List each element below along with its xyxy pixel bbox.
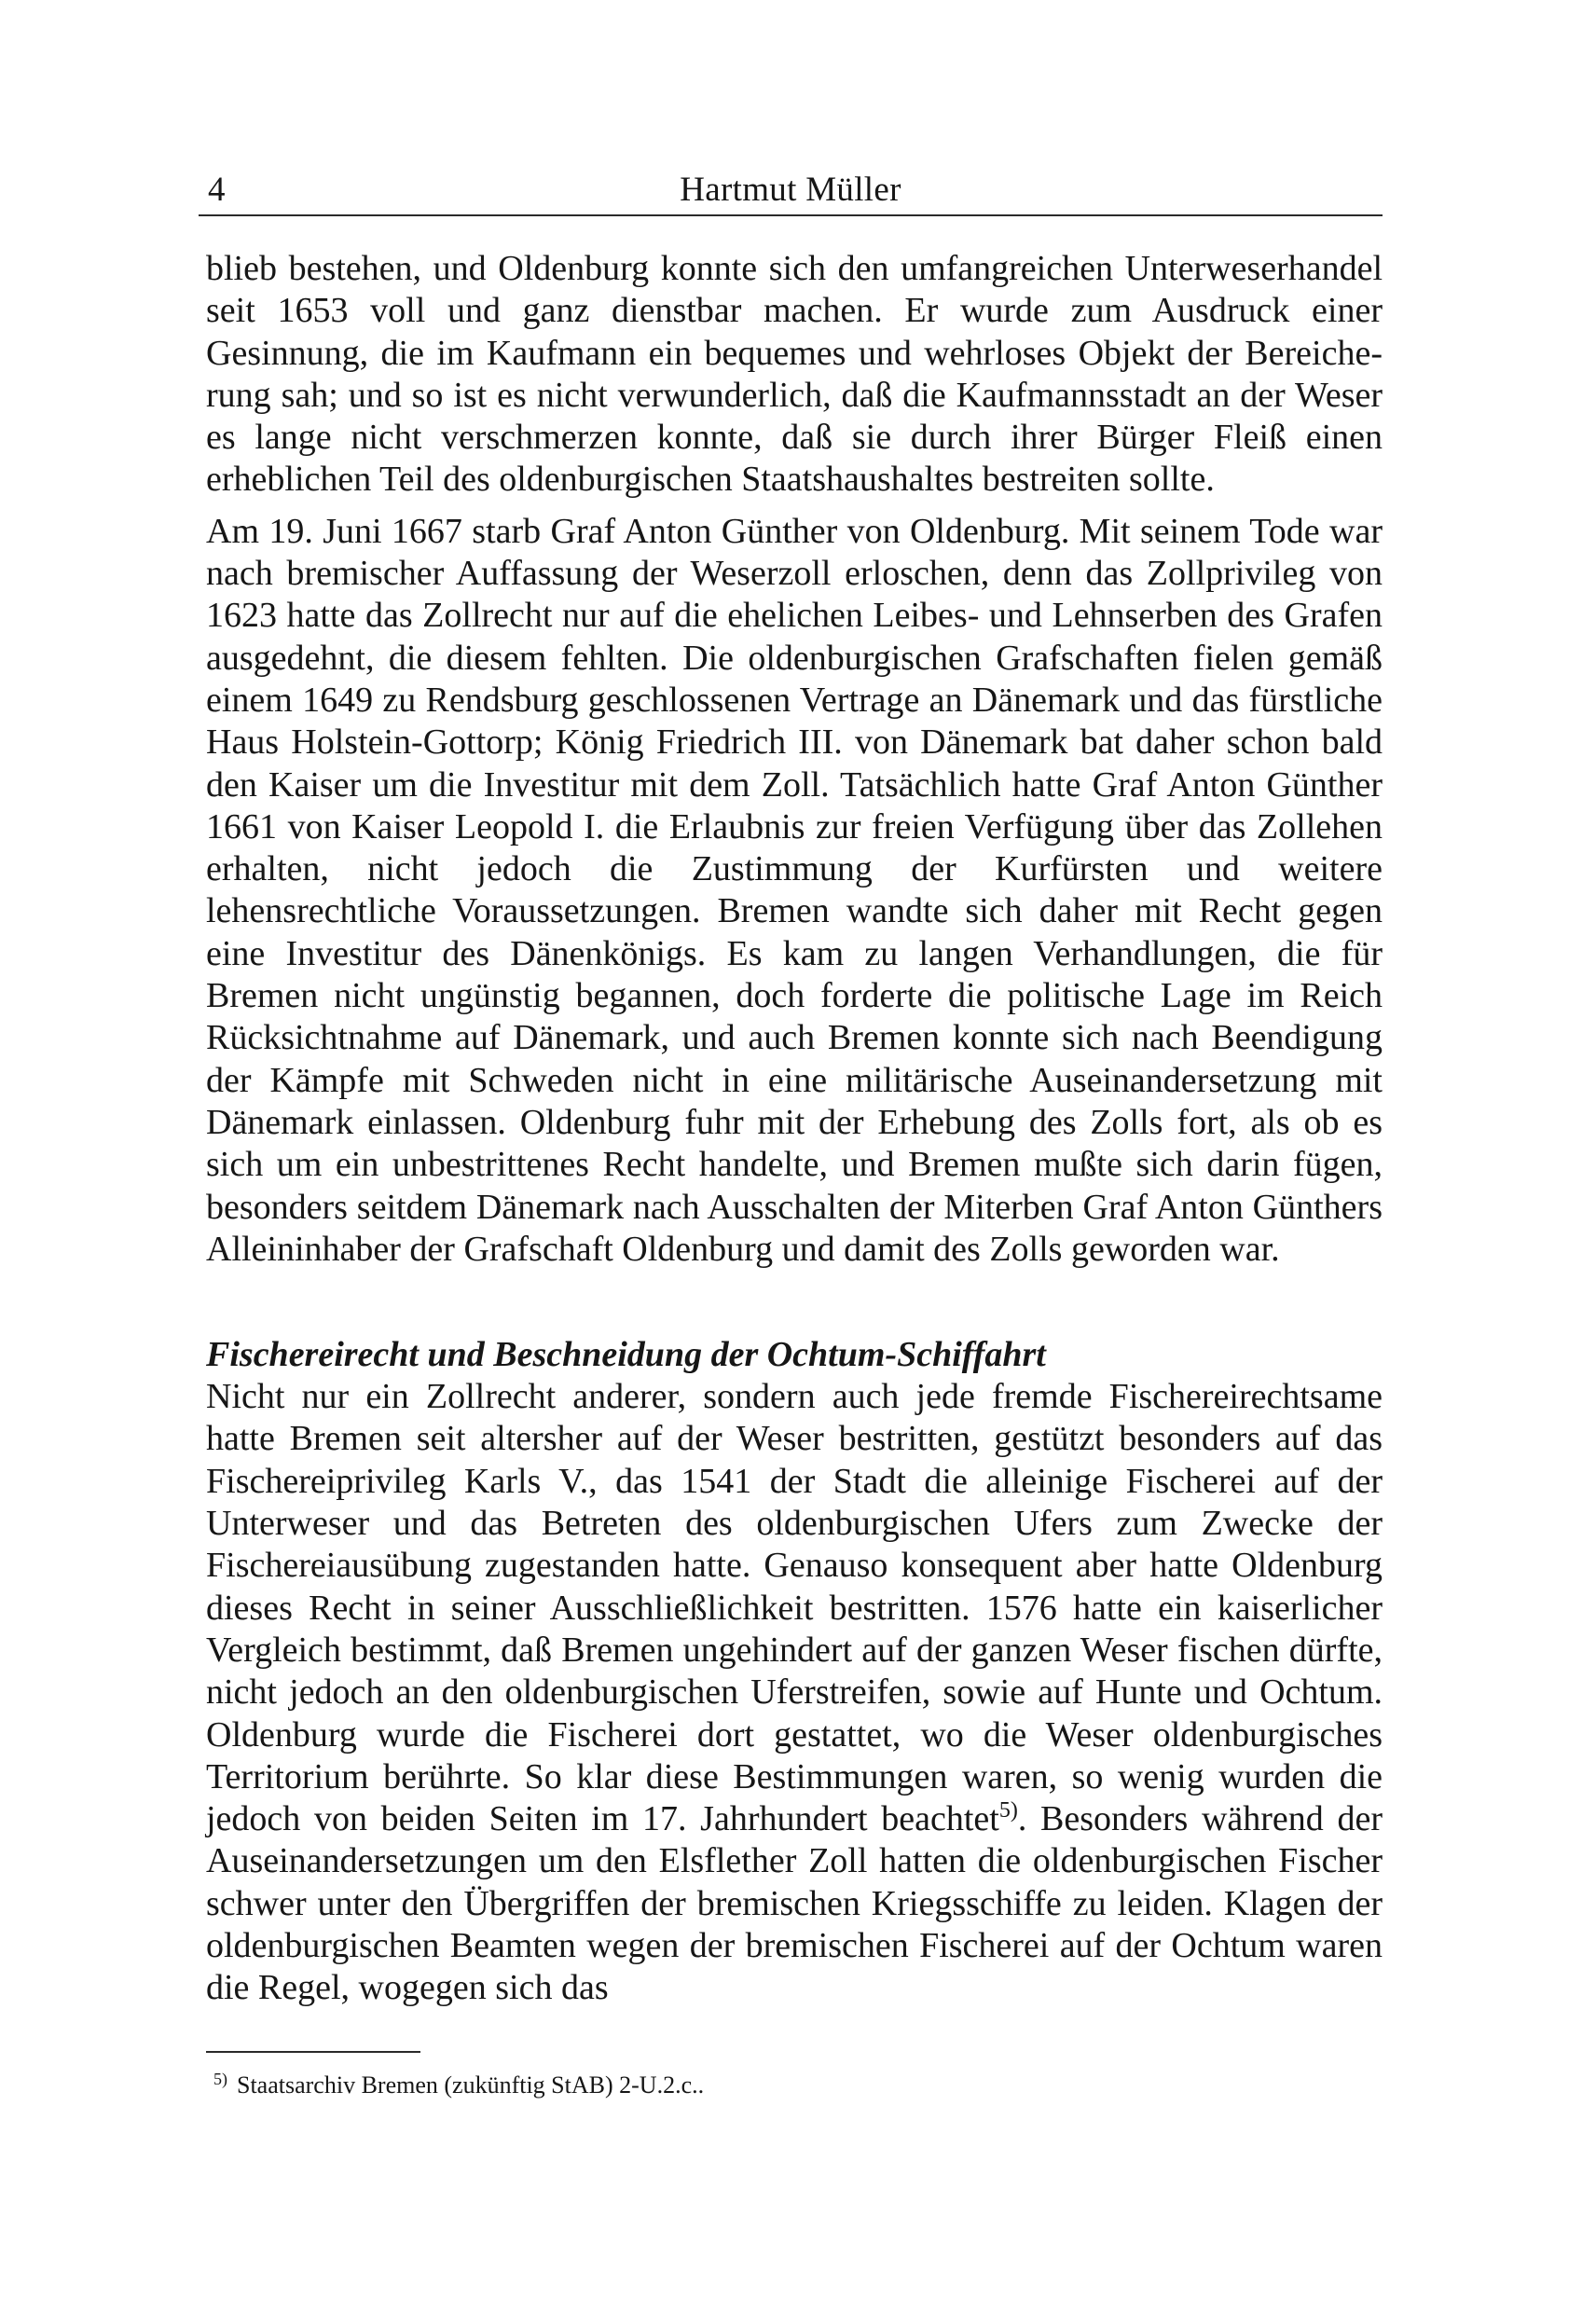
- footnote-text: Staatsarchiv Bremen (zukünftig StAB) 2-U.2.c..: [237, 2071, 705, 2099]
- footnote-rule: [206, 2051, 420, 2053]
- footnote: [213, 2069, 1332, 2102]
- page-number: 4: [208, 171, 226, 209]
- running-head-author: Hartmut Müller: [680, 171, 901, 209]
- section-heading: Fischereirecht und Beschneidung der Ochtum-Schiffahrt: [206, 1335, 1046, 1375]
- paragraph: Am 19. Juni 1667 starb Graf Anton Günther von Oldenburg. Mit seinem Tode war nach bremischer Auffassung der Weserzoll erloschen, denn das Zollprivileg von 1623 hatte das Zollrecht nur auf die ehelichen Leibes- und Lehnserben des Grafen ausgedehnt, die diesem fehlten. Die oldenburgischen Grafschaften fielen gemäß einem 1649 zu Rendsburg geschlossenen Vertrage an Dänemark und das fürstliche Haus Holstein-Gottorp; König Friedrich III. von Dänemark bat daher schon bald den Kaiser um die Investitur mit dem Zoll. Tatsächlich hatte Graf Anton Günther 1661 von Kaiser Leopold I. die Erlaubnis zur freien Verfügung über das Zollehen erhalten, nicht jedoch die Zustimmung der Kurfürsten und weitere lehensrechtliche Voraussetzungen. Bremen wandte sich daher mit Recht gegen eine Investitur des Dänenkönigs. Es kam zu langen Verhandlungen, die für Bremen nicht ungünstig begannen, doch forderte die politische Lage im Reich Rücksichtnahme auf Dänemark, und auch Bremen konnte sich nach Beendigung der Kämpfe mit Schweden nicht in eine militärische Auseinandersetzung mit Dänemark einlassen. Oldenburg fuhr mit der Erhebung des Zolls fort, als ob es sich um ein unbestrittenes Recht handelte, und Bremen mußte sich darin fügen, besonders seitdem Dänemark nach Ausschalten der Miterben Graf Anton Günthers Alleininhaber der Grafschaft Oldenburg und damit des Zolls geworden war.: [206, 511, 1383, 1269]
- paragraph-text: Nicht nur ein Zollrecht anderer, sondern auch jede fremde Fischereirechtsame hatte Bremen seit altersher auf der Weser bestritten, gestützt besonders auf das Fischereiprivileg Karls V., das 1541 der Stadt die alleinige Fischerei auf der Unterweser und das Betreten des oldenburgischen Ufers zum Zwecke der Fischereiausübung zugestanden hatte. Genauso konsequent aber hatte Oldenburg dieses Recht in seiner Ausschließlichkeit bestritten. 1576 hatte ein kaiserlicher Vergleich bestimmt, daß Bremen ungehindert auf der ganzen Weser fischen dürfte, nicht jedoch an den oldenburgischen Uferstreifen, sowie auf Hunte und Ochtum. Oldenburg wurde die Fischerei dort gestattet, wo die Weser oldenburgisches Territorium berührte. So klar diese Bestimmungen waren, so wenig wurden die jedoch von beiden Seiten im 17. Jahrhundert beachtet: [206, 1377, 1383, 1839]
- paragraph: blieb bestehen, und Oldenburg konnte sich den umfangreichen Unterweserhandel seit 1653 voll und ganz dienstbar machen. Er wurde zum Ausdruck einer Gesinnung, die im Kaufmann ein bequemes und wehrloses Objekt der Bereicherung sah; und so ist es nicht verwunderlich, daß die Kaufmannsstadt an der Weser es lange nicht verschmerzen konnte, daß sie durch ihrer Bürger Fleiß einen erheblichen Teil des oldenburgischen Staatshaushaltes bestreiten sollte.: [206, 249, 1383, 500]
- running-head: [199, 157, 1383, 216]
- paragraph-text: . Besonders während der Auseinandersetzungen um den Elsflether Zoll hatten die oldenburgischen Fischer schwer unter den Übergriffen der bremischen Kriegsschiffe zu leiden. Klagen der oldenburgischen Beamten wegen der bremischen Fischerei auf der Ochtum waren die Regel, wogegen sich das: [206, 1799, 1383, 2008]
- paragraph: [206, 1376, 1383, 2009]
- footnote-marker: 5): [213, 2070, 227, 2088]
- footnote-reference[interactable]: 5): [998, 1798, 1018, 1823]
- body-text: [206, 248, 1383, 2010]
